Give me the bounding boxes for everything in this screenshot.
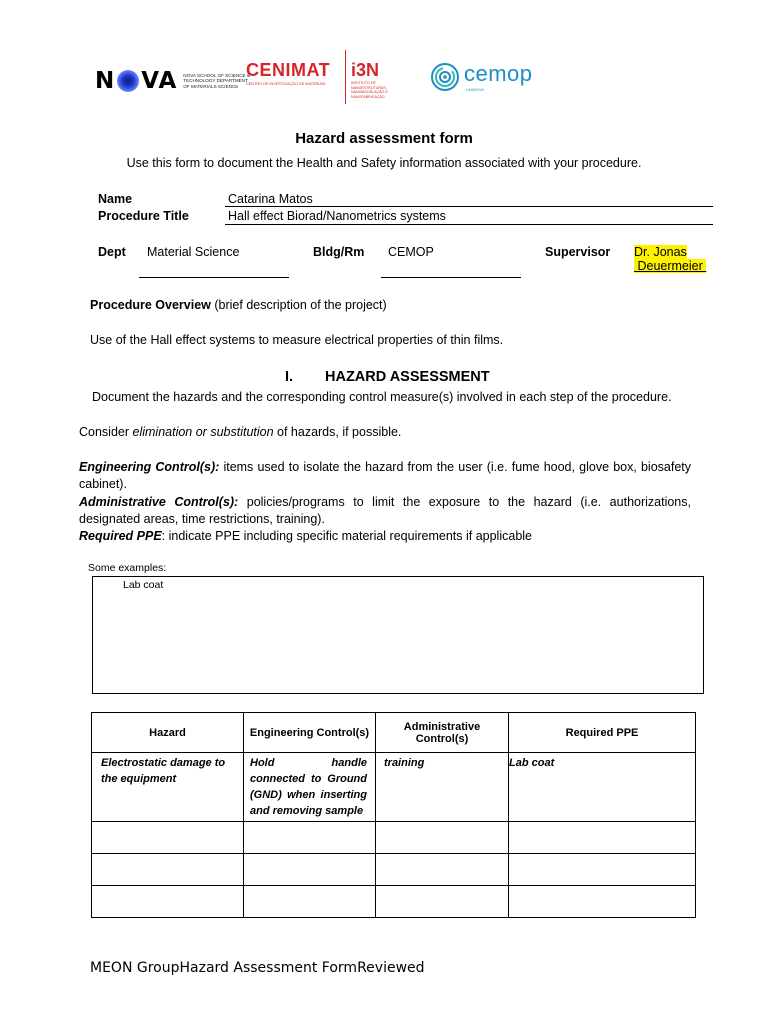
nova-logo <box>95 66 253 96</box>
table-cell-hazard[interactable]: Electrostatic damage to the equipment <box>92 753 244 822</box>
supervisor-value-line2: Deuermeier <box>634 259 707 273</box>
procedure-title-field[interactable]: Hall effect Biorad/Nanometrics systems <box>228 209 446 223</box>
required-ppe-definition <box>79 528 691 545</box>
procedure-overview-label: Procedure Overview <box>90 298 211 312</box>
bldg-label: Bldg/Rm <box>313 245 365 259</box>
table-cell-ppe[interactable] <box>509 822 696 854</box>
table-row <box>92 822 696 854</box>
table-row <box>92 753 696 822</box>
engineering-control-definition <box>79 459 691 493</box>
nova-logo-text: N <box>95 68 116 94</box>
cemop-logo-mark-icon <box>430 62 460 92</box>
form-intro: Use this form to document the Health and Safety information associated with your procedure. <box>126 156 642 170</box>
table-row <box>92 886 696 918</box>
header-required-ppe: Required PPE <box>509 713 696 753</box>
table-cell-hazard[interactable] <box>92 854 244 886</box>
table-cell-administrative[interactable] <box>376 854 509 886</box>
table-cell-hazard[interactable] <box>92 822 244 854</box>
supervisor-field[interactable] <box>634 245 706 273</box>
required-ppe-text: : indicate PPE including specific material requirements if applicable <box>161 529 532 543</box>
consider-post: of hazards, if possible. <box>273 425 402 439</box>
table-row <box>92 854 696 886</box>
table-cell-ppe[interactable] <box>509 854 696 886</box>
dept-underline <box>139 277 289 278</box>
administrative-control-label: Administrative Control(s): <box>79 495 239 509</box>
hazard-table-header-row <box>92 713 696 753</box>
engineering-control-text: items used to isolate the hazard from the user (i.e. fume hood, glove box, biosafety cabinet). <box>79 460 692 491</box>
examples-box[interactable] <box>92 576 704 694</box>
supervisor-label: Supervisor <box>545 245 611 259</box>
header-hazard: Hazard <box>92 713 244 753</box>
examples-label: Some examples: <box>88 562 167 574</box>
name-field[interactable]: Catarina Matos <box>228 192 313 206</box>
required-ppe-label: Required PPE <box>79 529 162 543</box>
table-cell-hazard[interactable] <box>92 886 244 918</box>
cemop-logo-subtitle: UNINOVA <box>466 87 484 92</box>
consider-emphasis: elimination or substitution <box>132 425 274 439</box>
section-numeral: I. <box>285 369 294 385</box>
consider-pre: Consider <box>79 425 133 439</box>
procedure-title-label: Procedure Title <box>98 209 189 223</box>
consider-text <box>79 425 401 439</box>
header-engineering-controls: Engineering Control(s) <box>244 713 376 753</box>
hazard-table <box>91 712 696 918</box>
name-label: Name <box>98 192 133 206</box>
nova-logo-o-mark <box>117 70 139 92</box>
dept-field[interactable]: Material Science <box>147 245 240 259</box>
i3n-logo-text: i3N <box>351 60 380 80</box>
administrative-control-definition <box>79 494 691 528</box>
nova-logo-text: VA <box>141 68 178 94</box>
table-cell-administrative[interactable] <box>376 886 509 918</box>
section-description: Document the hazards and the corresponding control measure(s) involved in each step of the procedure. <box>92 390 672 404</box>
procedure-overview-note: (brief description of the project) <box>210 298 387 312</box>
table-cell-ppe[interactable]: Lab coat <box>509 753 696 822</box>
cenimat-logo <box>246 60 330 86</box>
procedure-overview-heading <box>90 298 387 312</box>
table-cell-ppe[interactable] <box>509 886 696 918</box>
logo-divider <box>345 50 346 104</box>
cenimat-logo-text: CENIMAT <box>246 60 331 80</box>
i3n-logo <box>351 60 401 99</box>
page-footer: MEON GroupHazard Assessment FormReviewed <box>90 960 425 976</box>
table-cell-engineering[interactable] <box>244 886 376 918</box>
table-cell-engineering[interactable] <box>244 822 376 854</box>
section-heading: HAZARD ASSESSMENT <box>325 369 490 385</box>
table-cell-engineering[interactable] <box>244 854 376 886</box>
examples-content: Lab coat <box>123 579 164 591</box>
bldg-field[interactable]: CEMOP <box>388 245 434 259</box>
table-cell-administrative[interactable]: training <box>376 753 509 822</box>
nova-logo-subtitle: NOVA SCHOOL OF SCIENCE & TECHNOLOGY DEPARTMENT OF MATERIALS SCIENCE <box>183 72 250 89</box>
dept-label: Dept <box>98 245 126 259</box>
bldg-underline <box>381 277 521 278</box>
form-title: Hazard assessment form <box>295 130 473 147</box>
cenimat-logo-subtitle: CENTRO DE INVESTIGAÇÃO DE MATERIAIS <box>246 82 326 86</box>
cemop-logo-text: cemop <box>464 61 533 86</box>
i3n-logo-subtitle: INSTITUTO DE NANOESTRUTURAS, NANOMODELAÇÃO E NANOFABRICAÇÃO <box>351 81 388 99</box>
procedure-title-underline <box>225 224 713 225</box>
administrative-control-text: policies/programs to limit the exposure to the hazard (i.e. authorizations, designated areas, time restrictions, training). <box>79 495 691 526</box>
cemop-logo <box>430 61 533 92</box>
procedure-overview-text[interactable]: Use of the Hall effect systems to measure electrical properties of thin films. <box>90 333 504 347</box>
header-administrative-controls: Administrative Control(s) <box>376 713 509 753</box>
table-cell-engineering[interactable]: Hold handle connected to Ground (GND) when inserting and removing sample <box>244 753 376 822</box>
supervisor-value-line1: Dr. Jonas <box>634 245 687 259</box>
name-underline <box>225 206 713 207</box>
table-cell-administrative[interactable] <box>376 822 509 854</box>
engineering-control-label: Engineering Control(s): <box>79 460 220 474</box>
